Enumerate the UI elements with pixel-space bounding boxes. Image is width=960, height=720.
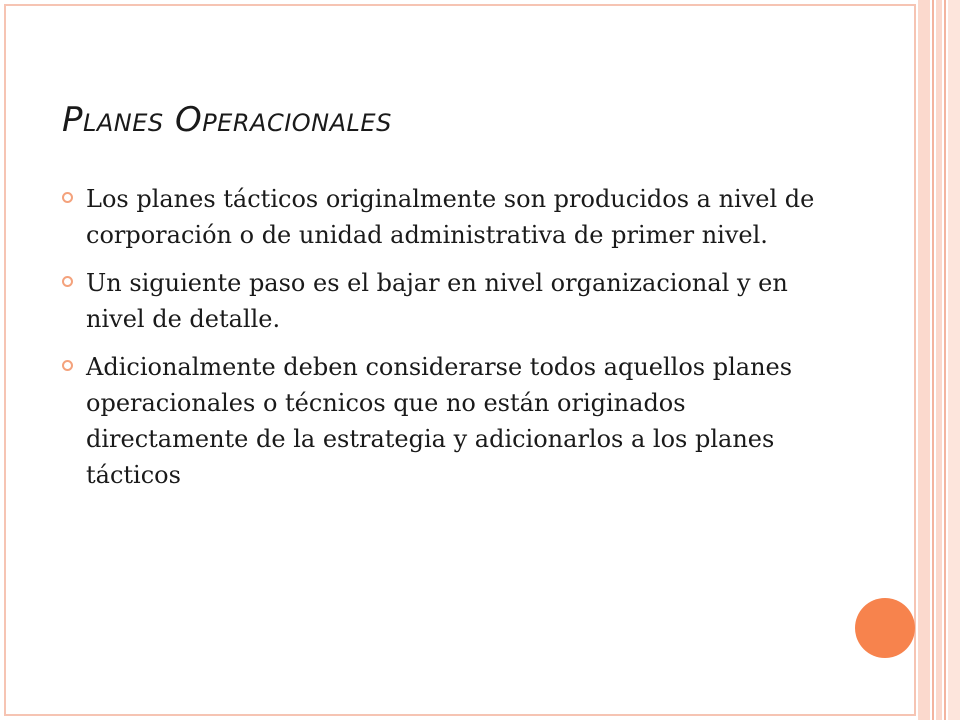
- bullet-text: Adicionalmente deben considerarse todos aquellos planes operacionales o técnicos que no están originados directamente de la estrategia y adicionarlos a los planes tácticos: [86, 353, 793, 489]
- ring-bullet-icon: [62, 360, 73, 371]
- decorative-stripe: [944, 0, 946, 720]
- bullet-text: Los planes tácticos originalmente son producidos a nivel de corporación o de unidad administrativa de primer nivel.: [86, 185, 815, 249]
- decorative-stripe: [936, 0, 942, 720]
- bullet-item: [62, 265, 842, 337]
- ring-bullet-icon: [62, 192, 73, 203]
- bullet-item: [62, 181, 842, 253]
- decorative-stripe: [948, 0, 960, 720]
- slide-title: Planes Operacionales: [62, 100, 392, 140]
- decorative-stripe: [932, 0, 934, 720]
- bullet-item: [62, 349, 842, 493]
- bullet-list: [62, 181, 842, 505]
- bullet-text: Un siguiente paso es el bajar en nivel organizacional y en nivel de detalle.: [86, 269, 788, 333]
- ring-bullet-icon: [62, 276, 73, 287]
- accent-circle-icon: [855, 598, 915, 658]
- decorative-stripe: [918, 0, 930, 720]
